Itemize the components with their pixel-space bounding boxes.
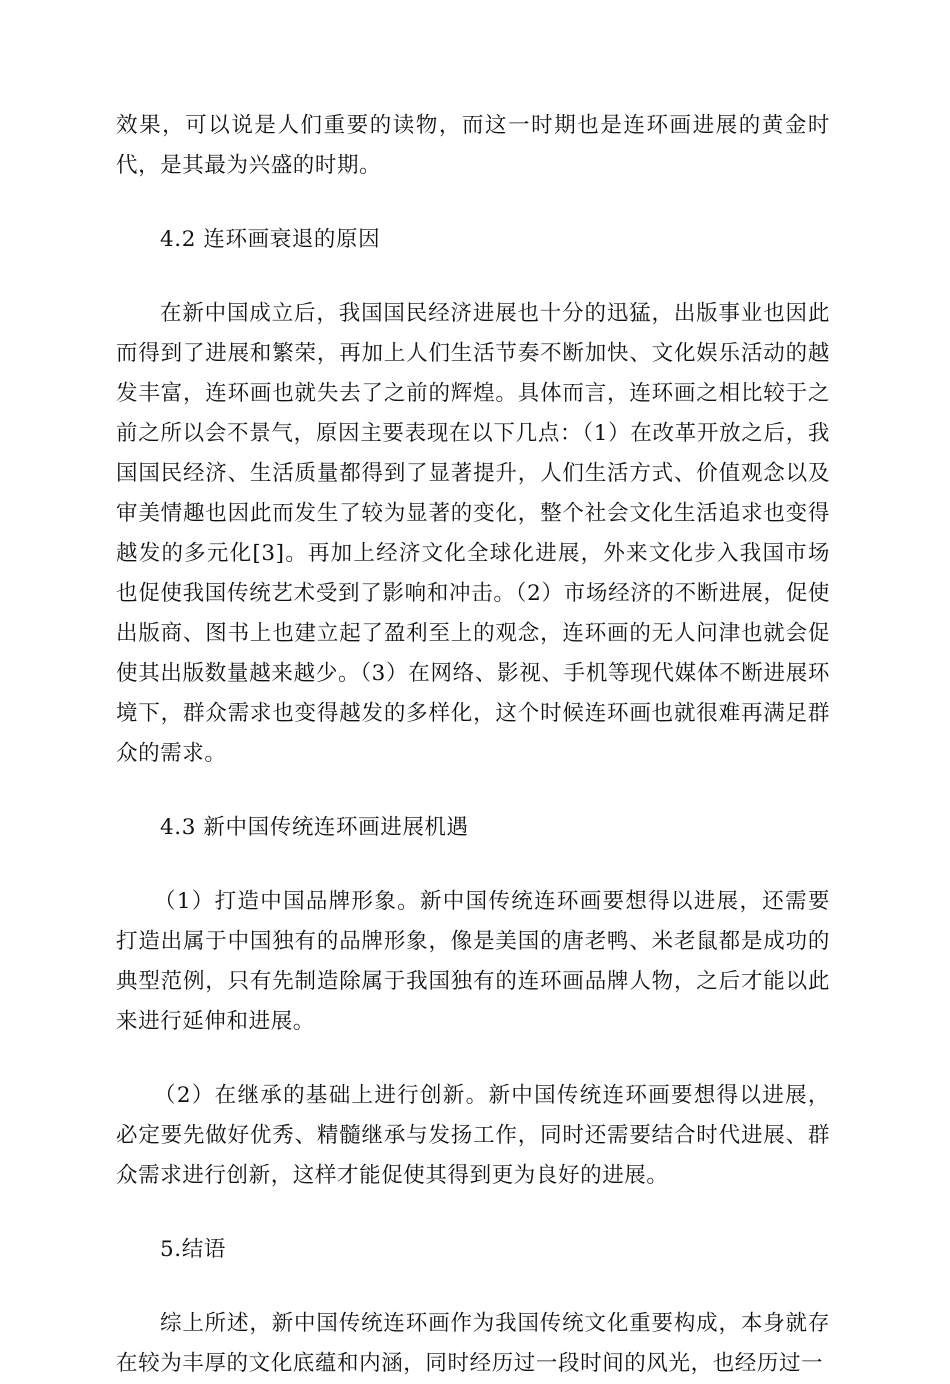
section-heading-4-3: 4.3 新中国传统连环画进展机遇 <box>160 815 469 840</box>
section-heading-5: 5.结语 <box>160 1237 226 1262</box>
paragraph-conclusion: 综上所述，新中国传统连环画作为我国传统文化重要构成，本身就存在较为丰厚的文化底蕴和内涵，同时经历过一段时间的风光，也经历过一 <box>116 1311 830 1376</box>
paragraph-innovation: （2）在继承的基础上进行创新。新中国传统连环画要想得以进展，必定要先做好优秀、精髓继承与发扬工作，同时还需要结合时代进展、群众需求进行创新，这样才能促使其得到更为良好的进展。 <box>116 1083 830 1188</box>
paragraph-continuation: 效果，可以说是人们重要的读物，而这一时期也是连环画进展的黄金时代，是其最为兴盛的时期。 <box>116 113 830 178</box>
document-body <box>116 106 830 1384</box>
paragraph-decline-reasons: 在新中国成立后，我国国民经济进展也十分的迅猛，出版事业也因此而得到了进展和繁荣，再加上人们生活节奏不断加快、文化娱乐活动的越发丰富，连环画也就失去了之前的辉煌。具体而言，连环画之相比较于之前之所以会不景气，原因主要表现在以下几点：（1）在改革开放之后，我国国民经济、生活质量都得到了显著提升，人们生活方式、价值观念以及审美情趣也因此而发生了较为显著的变化，整个社会文化生活追求也变得越发的多元化[3]。再加上经济文化全球化进展，外来文化步入我国市场也促使我国传统艺术受到了影响和冲击。（2）市场经济的不断进展，促使出版商、图书上也建立起了盈利至上的观念，连环画的无人问津也就会促使其出版数量越来越少。（3）在网络、影视、手机等现代媒体不断进展环境下，群众需求也变得越发的多样化，这个时候连环画也就很难再满足群众的需求。 <box>116 301 830 766</box>
section-heading-4-2: 4.2 连环画衰退的原因 <box>160 227 381 252</box>
paragraph-brand-image: （1）打造中国品牌形象。新中国传统连环画要想得以进展，还需要打造出属于中国独有的品牌形象，像是美国的唐老鸭、米老鼠都是成功的典型范例，只有先制造除属于我国独有的连环画品牌人物，之后才能以此来进行延伸和进展。 <box>116 889 830 1034</box>
